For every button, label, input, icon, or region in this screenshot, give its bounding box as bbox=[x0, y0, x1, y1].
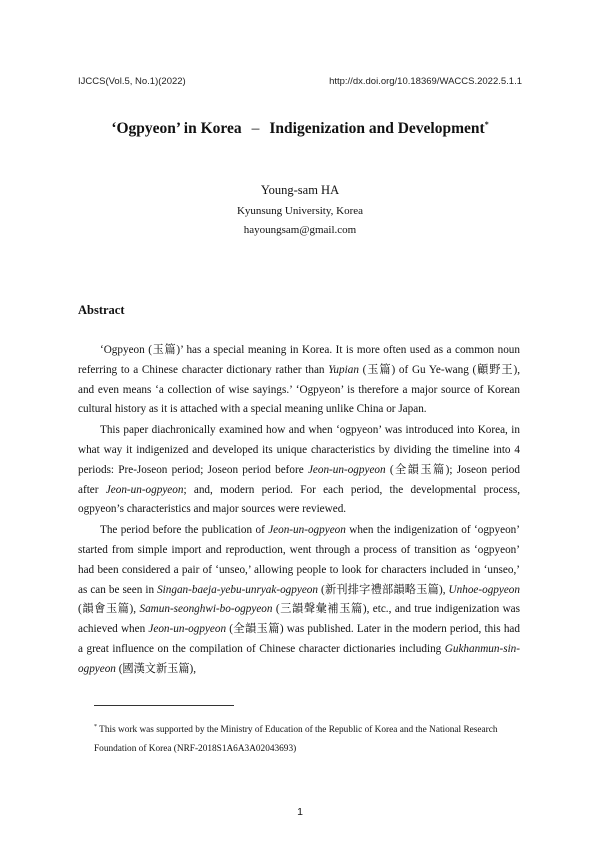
author-email[interactable]: hayoungsam@gmail.com bbox=[243, 224, 357, 236]
text-run: The period before the publication of bbox=[100, 524, 269, 537]
doi-link[interactable]: http://dx.doi.org/10.18369/WACCS.2022.5.1.1 bbox=[329, 76, 522, 87]
italic-title: Jeon-un-ogpyeon bbox=[268, 524, 346, 537]
abstract-paragraph-3 bbox=[78, 521, 520, 679]
author-affiliation: Kyunsung University, Korea bbox=[236, 205, 364, 217]
italic-title: Samun-seonghwi-bo-ogpyeon bbox=[139, 603, 273, 616]
italic-title: Jeon-un-ogpyeon bbox=[307, 463, 386, 476]
title-subtitle: Indigenization and Development bbox=[269, 120, 485, 138]
text-run: (全韻玉篇); Joseon period after bbox=[78, 463, 520, 496]
footnote-text: This work was supported by the Ministry of Education of the Republic of Korea and the National Research Foundation of Korea (NRF-2018S1A6A3A02043693) bbox=[94, 725, 498, 754]
italic-title: Jeon-un-ogpyeon bbox=[105, 483, 184, 496]
abstract-paragraph-2 bbox=[78, 421, 520, 520]
abstract-body bbox=[78, 341, 520, 681]
author-name: Young-sam HA bbox=[260, 183, 340, 197]
abstract-paragraph-1 bbox=[78, 341, 520, 420]
italic-title: Yupian bbox=[328, 363, 359, 376]
text-run: (玉篇) of Gu Ye-wang (顧野王), and even means ‘a collection of wise sayings.’ ‘Ogpyeon’ is therefore a major source of Korean cultural history as it is attached with a special meaning unlike China or Japan. bbox=[78, 363, 520, 416]
text-run: (三韻聲彙補玉篇), etc., and true indigenization was achieved when bbox=[78, 603, 520, 636]
text-run: (國漢文新玉篇), bbox=[115, 662, 197, 675]
text-run: (全韻玉篇) was published. Later in the modern period, this had a great influence on the compilation of Chinese character dictionaries including bbox=[78, 623, 520, 655]
footnote-divider bbox=[94, 705, 234, 706]
italic-title: Unhoe-ogpyeon bbox=[448, 583, 520, 596]
paper-title bbox=[40, 120, 560, 138]
title-dash: – bbox=[251, 120, 260, 138]
text-run: (新刊排字禮部韻略玉篇), bbox=[317, 583, 449, 596]
text-run: ; and, modern period. For each period, the developmental process, ogpyeon’s characteristics and major sources were reviewed. bbox=[78, 483, 520, 516]
italic-title: Gukhanmun-sin-ogpyeon bbox=[78, 642, 520, 675]
italic-title: Singan-baeja-yebu-unryak-ogpyeon bbox=[157, 583, 318, 596]
text-run: ‘Ogpyeon (玉篇)’ has a special meaning in Korea. It is more often used as a common noun referring to a Chinese character dictionary rather than bbox=[78, 344, 520, 376]
text-run: This paper diachronically examined how and when ‘ogpyeon’ was introduced into Korea, in what way it indigenized and developed its unique characteristics by dividing the timeline into 4 periods: Pre-Joseon period; Joseon period before bbox=[78, 424, 520, 476]
footnote-mark: * bbox=[94, 724, 97, 730]
title-main: ‘Ogpyeon’ in Korea bbox=[111, 120, 242, 138]
footnote bbox=[94, 718, 514, 758]
text-run: (韻會玉篇), bbox=[78, 603, 140, 616]
page-number: 1 bbox=[297, 806, 303, 818]
running-header bbox=[78, 76, 522, 90]
journal-info: IJCCS(Vol.5, No.1)(2022) bbox=[78, 76, 186, 87]
italic-title: Jeon-un-ogpyeon bbox=[148, 623, 227, 636]
abstract-heading: Abstract bbox=[78, 303, 125, 317]
title-footnote-mark[interactable]: * bbox=[484, 120, 489, 129]
text-run: when the indigenization of ‘ogpyeon’ started from simple import and reproduction, went through a process of transition as ‘ogpyeon’ had been considered a pair of ‘unseo,’ allowing people to look for characters included in ‘unseo,’ as can be seen in bbox=[78, 524, 520, 596]
